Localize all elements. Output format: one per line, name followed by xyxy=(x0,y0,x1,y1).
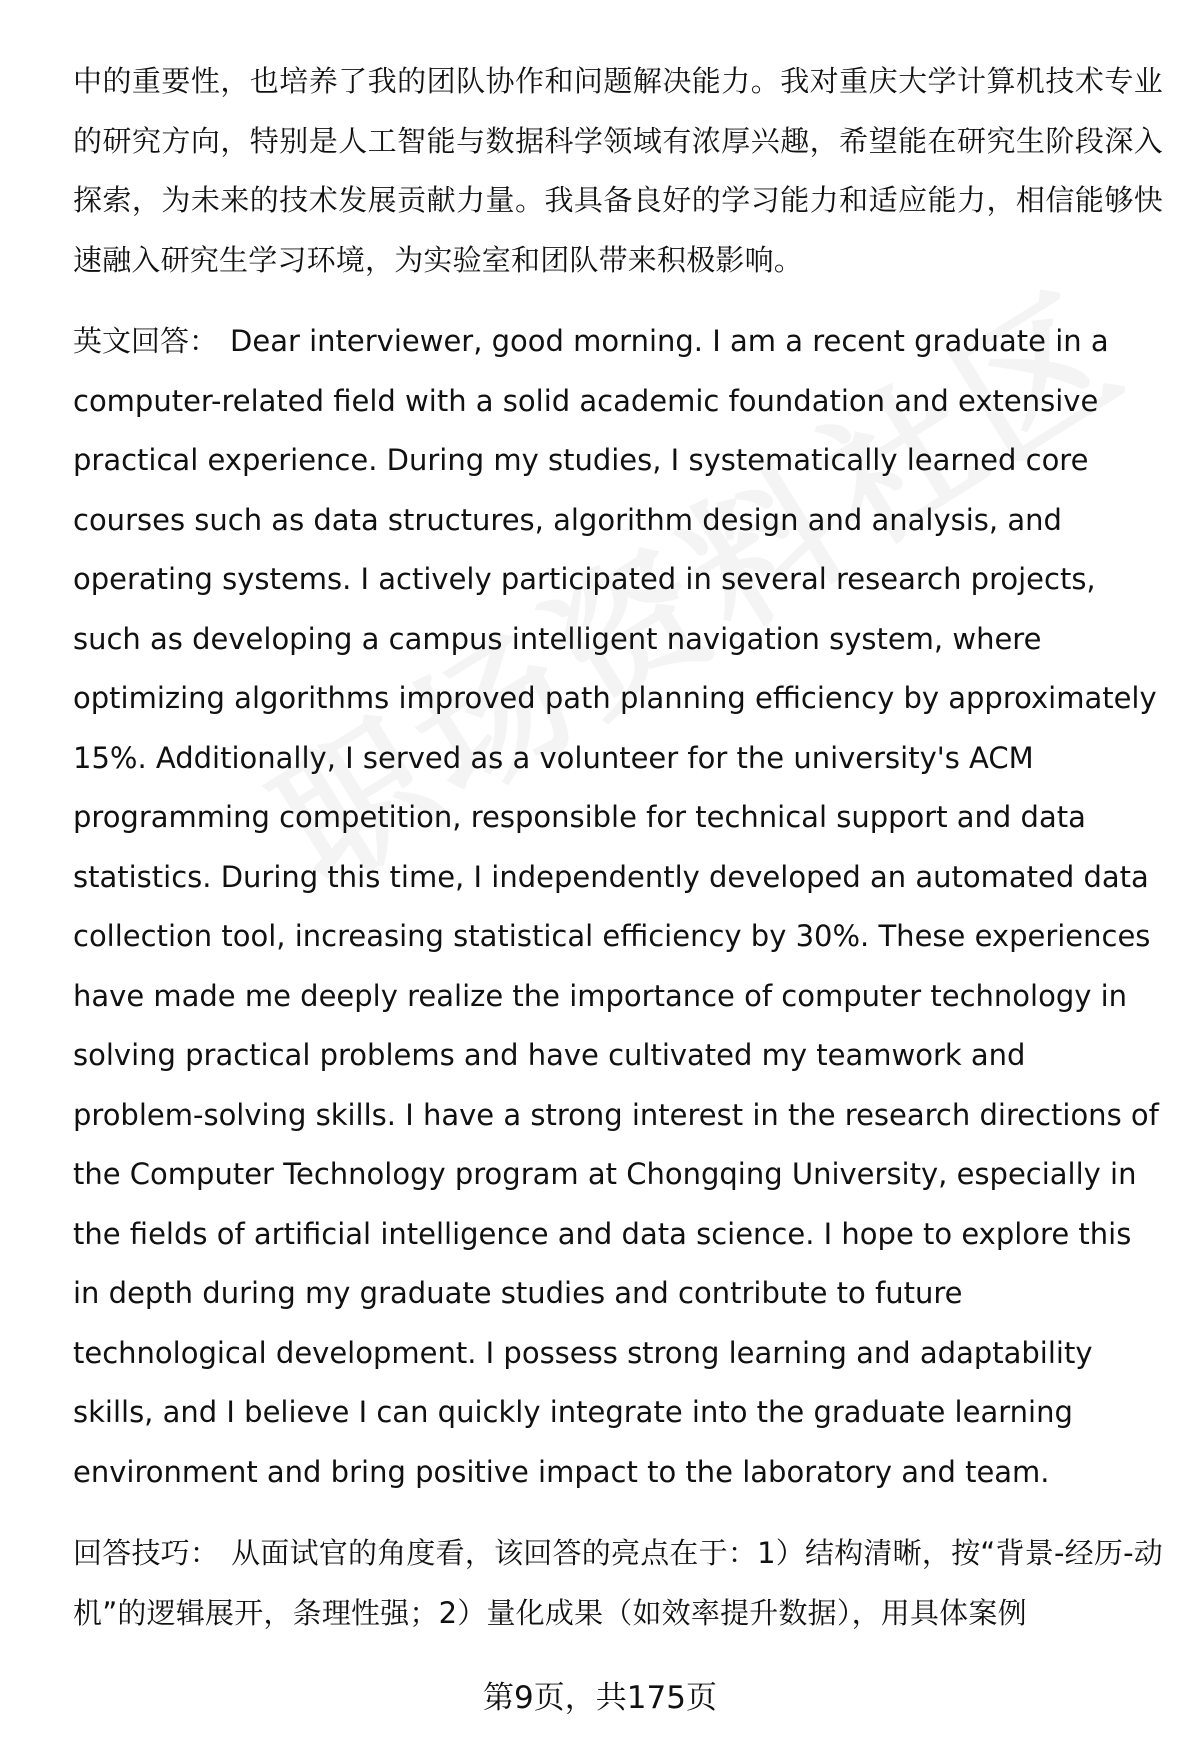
english-answer-text: Dear interviewer, good morning. I am a recent graduate in a computer-related field with a solid academic foundation and extensive practical experience. During my studies, I systematically learned core courses such as data structures, algorithm design and analysis, and operating systems. I actively participated in several research projects, such as developing a campus intelligent navigation system, where optimizing algorithms improved path planning efficiency by approximately 15%. Additionally, I served as a volunteer for the university's ACM programming competition, responsible for technical support and data statistics. During this time, I independently developed an automated data collection tool, increasing statistical efficiency by 30%. These experiences have made me deeply realize the importance of computer technology in solving practical problems and have cultivated my teamwork and problem-solving skills. I have a strong interest in the research directions of the Computer Technology program at Chongqing University, especially in the fields of artificial intelligence and data science. I hope to explore this in depth during my graduate studies and contribute to future technological development. I possess strong learning and adaptability skills, and I believe I can quickly integrate into the graduate learning environment and bring positive impact to the laboratory and team. xyxy=(73,324,1159,1489)
english-answer-paragraph xyxy=(73,312,1163,1502)
page-number-footer: 第9页，共175页 xyxy=(483,1680,717,1716)
chinese-answer-paragraph: 中的重要性，也培养了我的团队协作和问题解决能力。我对重庆大学计算机技术专业的研究方向，特别是人工智能与数据科学领域有浓厚兴趣，希望能在研究生阶段深入探索，为未来的技术发展贡献力量。我具备良好的学习能力和适应能力，相信能够快速融入研究生学习环境，为实验室和团队带来积极影响。 xyxy=(73,64,1163,277)
english-answer-label: 英文回答： xyxy=(73,324,219,358)
answer-tips-text: 从面试官的角度看，该回答的亮点在于：1）结构清晰，按“背景-经历-动机”的逻辑展开，条理性强；2）量化成果（如效率提升数据），用具体案例 xyxy=(73,1536,1163,1630)
document-body xyxy=(73,52,1163,1643)
answer-tips-paragraph xyxy=(73,1524,1163,1643)
answer-tips-label: 回答技巧： xyxy=(73,1536,220,1570)
